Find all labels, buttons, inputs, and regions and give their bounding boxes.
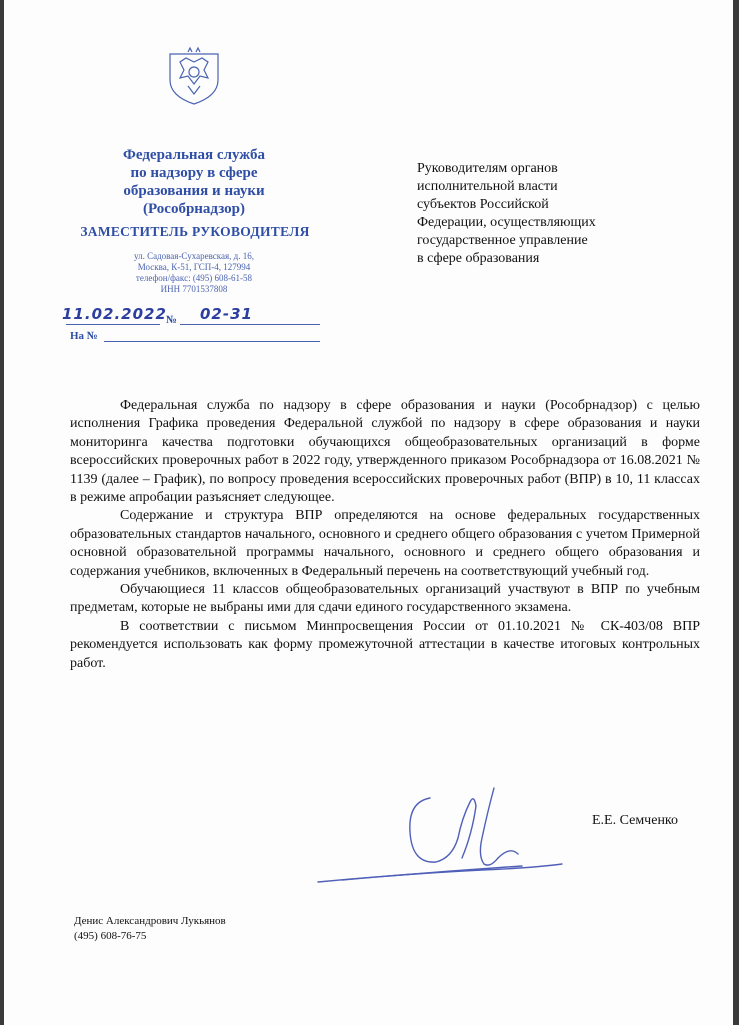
reference-label: На №	[70, 330, 98, 342]
signature	[312, 780, 572, 890]
agency-address	[84, 251, 304, 295]
reference-underline	[104, 341, 320, 342]
agency-name-line: образования и науки	[123, 183, 265, 199]
executor-phone: (495) 608-76-75	[74, 930, 147, 942]
body-paragraph: Федеральная служба по надзору в сфере образования и науки (Рособрнадзор) с целью исполнения Графика проведения Федеральной службой по надзору в сфере образования и науки мониторинга качества подготовки обучающихся общеобразовательных организаций в форме всероссийских проверочных работ в 2022 году, утвержденного приказом Рособрнадзора от 16.08.2021 № 1139 (далее – График), по вопросу проведения всероссийских проверочных работ (ВПР) в 10, 11 классах в режиме апробации разъясняет следующее.	[70, 398, 700, 506]
recipient-line: государственное управление	[417, 233, 588, 248]
agency-name	[84, 146, 304, 218]
signer-name: Е.Е. Семченко	[592, 813, 679, 828]
handwritten-date: 11.02.2022	[62, 305, 167, 323]
number-label: №	[166, 314, 178, 326]
recipient-line: исполнительной власти	[417, 179, 558, 194]
agency-name-line: Федеральная служба	[123, 147, 265, 163]
address-line: телефон/факс: (495) 608-61-58	[135, 273, 253, 283]
address-line: ул. Садовая-Сухаревская, д. 16,	[134, 251, 254, 261]
letter-body	[70, 397, 700, 673]
agency-name-line: (Рособрнадзор)	[143, 201, 245, 217]
agency-name-line: по надзору в сфере	[130, 165, 258, 181]
recipient-block	[417, 160, 657, 268]
letter-page	[4, 0, 733, 1025]
address-line: Москва, К-51, ГСП-4, 127994	[137, 262, 251, 272]
recipient-line: Федерации, осуществляющих	[417, 215, 596, 230]
body-paragraph: В соответствии с письмом Минпросвещения России от 01.10.2021 № СК-403/08 ВПР рекомендуется использовать как форму промежуточной аттестации в качестве итоговых контрольных работ.	[70, 618, 700, 671]
recipient-line: субъектов Российской	[417, 197, 549, 212]
recipient-line: в сфере образования	[417, 251, 540, 266]
number-underline	[180, 324, 320, 325]
address-line: ИНН 7701537808	[160, 284, 228, 294]
handwritten-number: 02-31	[200, 305, 253, 323]
executor-block	[74, 914, 226, 944]
body-paragraph: Содержание и структура ВПР определяются на основе федеральных государственных образовательных стандартов начального, основного и среднего общего образования с учетом Примерной основной образовательной программы начального, основного и среднего общего образования и содержания учебников, включенных в Федеральный перечень на соответствующий учебный год.	[70, 508, 700, 579]
body-paragraph: Обучающиеся 11 классов общеобразовательных организаций участвуют в ВПР по учебным предметам, которые не выбраны ими для сдачи единого государственного экзамена.	[70, 582, 700, 616]
coat-of-arms-icon	[164, 44, 224, 106]
recipient-line: Руководителям органов	[417, 161, 558, 176]
department-title: ЗАМЕСТИТЕЛЬ РУКОВОДИТЕЛЯ	[80, 224, 310, 239]
date-underline	[66, 324, 160, 325]
executor-name: Денис Александрович Лукьянов	[74, 915, 226, 927]
